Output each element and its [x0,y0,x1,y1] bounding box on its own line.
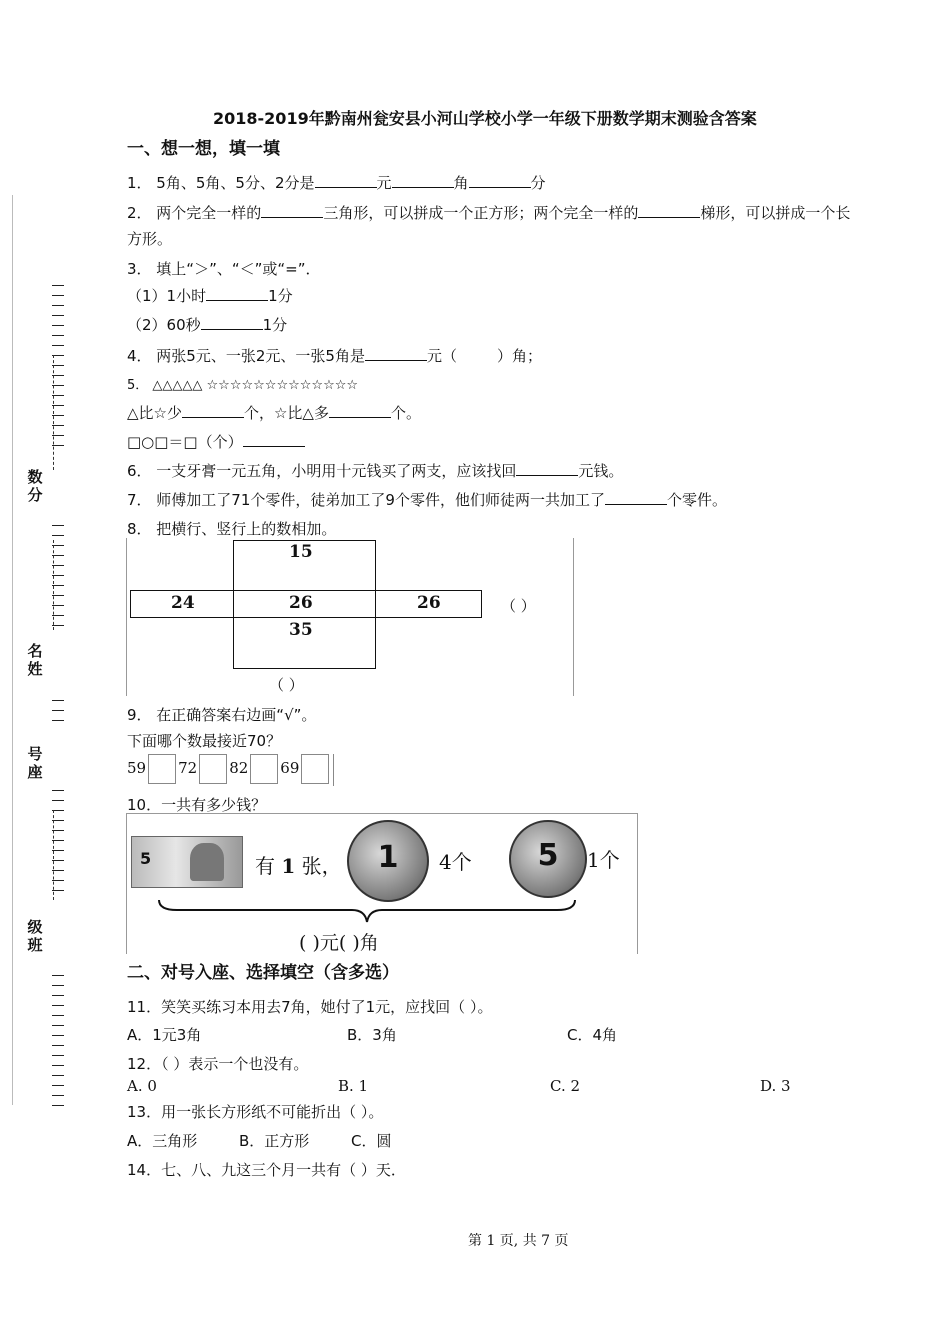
q10-figure [126,813,638,954]
q10-has-2: 1 [281,854,296,878]
brace-icon [157,896,577,926]
margin-label-score: 数分 [27,468,43,504]
q11-option-a[interactable]: A．1元3角 [127,1026,202,1044]
q10-has-1: 有 [255,854,275,878]
question-6 [127,460,623,481]
q10-count-1: 4个 [439,850,472,874]
q8-answer-bottom[interactable]: （ ） [269,676,304,694]
binding-line [12,195,13,1105]
q1-unit-yuan: 元 [376,174,392,192]
q1-text: 1． 5角、5角、5分、2分是 [127,174,315,192]
q2-blank-2[interactable] [638,203,700,218]
question-4 [127,345,542,366]
section-1-heading: 一、想一想，填一填 [127,139,280,159]
q3-l1-right: 1分 [268,287,293,305]
five-jiao-coin-image [509,820,587,898]
q13-option-b[interactable]: B．正方形 [239,1132,310,1150]
q1-unit-fen: 分 [530,174,546,192]
document-title: 2018-2019年黔南州瓮安县小河山学校小学一年级下册数学期末测验含答案 [213,109,757,128]
q8-divider-left [233,590,234,617]
portrait-icon [190,843,224,881]
question-5-line2 [127,431,305,452]
q5-blank-1[interactable] [182,403,244,418]
question-10-text: 10．一共有多少钱？ [127,796,267,814]
q8-divider-right [375,590,376,617]
question-3-line2 [127,314,287,335]
q2-blank-1[interactable] [261,203,323,218]
margin-label-name: 名姓 [27,642,43,678]
q4-blank-1[interactable] [365,346,427,361]
q6-blank[interactable] [516,461,578,476]
q5-l1-c: 个。 [390,404,421,422]
q12-option-b[interactable]: B. 1 [338,1077,369,1095]
question-1 [127,172,546,193]
q1-unit-jiao: 角 [453,174,469,192]
q9-box-82[interactable] [250,754,278,784]
coin1-value: 1 [377,840,399,875]
banknote-value: 5 [140,849,152,868]
q6-text-a: 6． 一支牙膏一元五角，小明用十元钱买了两支，应该找回 [127,462,517,480]
q4-text-b: 元（ [426,347,457,365]
q10-answer[interactable]: ( )元( )角 [299,932,379,954]
margin-ticks-3 [52,700,64,730]
q5-blank-3[interactable] [243,432,305,447]
q12-option-d[interactable]: D. 3 [760,1077,791,1095]
margin-label-seat: 号座 [27,745,43,781]
q9-box-59[interactable] [148,754,176,784]
question-8-text: 8． 把横行、竖行上的数相加。 [127,520,337,538]
q6-text-b: 元钱。 [578,462,624,480]
q9-option-72: 72 [178,759,198,777]
question-5-head: 5． △△△△△ ☆☆☆☆☆☆☆☆☆☆☆☆☆ [127,378,359,393]
question-11-text: 11．笑笑买练习本用去7角，她付了1元，应找回（ ）。 [127,998,493,1016]
question-9-options [127,754,334,786]
q13-option-c[interactable]: C．圆 [351,1132,392,1150]
q8-number-right: 26 [417,593,441,613]
question-3-head: 3． 填上“＞”、“＜”或“=”． [127,260,321,278]
q8-number-bottom: 35 [289,620,313,640]
q2-text-b: 三角形，可以拼成一个正方形；两个完全一样的 [323,204,639,222]
q10-count-2: 1个 [587,848,620,872]
q12-option-c[interactable]: C. 2 [550,1077,581,1095]
question-3-line1 [127,285,293,306]
q9-box-72[interactable] [199,754,227,784]
q1-blank-2[interactable] [392,173,454,188]
q3-blank-2[interactable] [201,315,263,330]
question-2-line2: 方形。 [127,230,173,248]
question-9-text: 9． 在正确答案右边画“√”。 [127,706,317,724]
section-2-heading: 二、对号入座、选择填空（含多选） [127,963,399,983]
q5-blank-2[interactable] [329,403,391,418]
q8-number-center: 26 [289,593,313,613]
q8-answer-right[interactable]: （ ） [501,597,536,615]
page-footer: 第 1 页, 共 7 页 [468,1233,569,1249]
q7-text-a: 7． 师傅加工了71个零件，徒弟加工了9个零件，他们师徒两一共加工了 [127,491,605,509]
q8-number-left: 24 [171,593,195,613]
q4-text-a: 4． 两张5元、一张2元、一张5角是 [127,347,365,365]
q9-option-59: 59 [127,759,147,777]
margin-ticks-5 [52,975,64,1110]
q7-blank[interactable] [605,490,667,505]
q5-l1-b: 个，☆比△多 [243,404,329,422]
q1-blank-3[interactable] [469,173,531,188]
one-jiao-coin-image [347,820,429,902]
q4-text-c: ）角； [496,347,542,365]
q7-text-b: 个零件。 [666,491,727,509]
q12-option-a[interactable]: A. 0 [127,1077,157,1095]
question-5-line1 [127,402,421,423]
q10-has-label [255,850,342,879]
q2-text-c: 梯形，可以拼成一个长 [700,204,851,222]
q8-figure [126,538,574,696]
margin-label-class: 级班 [27,918,43,954]
margin-dash-3 [53,810,64,900]
q9-option-82: 82 [229,759,249,777]
q3-l2-right: 1分 [262,316,288,334]
q9-box-69[interactable] [301,754,329,784]
q5-l1-a: △比☆少 [127,404,182,422]
question-14-text: 14．七、八、九这三个月一共有（ ）天． [127,1161,406,1179]
q11-option-b[interactable]: B．3角 [347,1026,397,1044]
q2-text-a: 2． 两个完全一样的 [127,204,262,222]
question-7 [127,489,727,510]
q13-option-a[interactable]: A．三角形 [127,1132,198,1150]
five-yuan-banknote-image [131,836,243,888]
q3-l1-left: （1）1小时 [127,287,207,305]
q5-l2-text: □○□＝□（个） [127,433,243,451]
q3-l2-left: （2）60秒 [127,316,201,334]
question-13-text: 13．用一张长方形纸不可能折出（ ）。 [127,1103,384,1121]
q10-has-3: 张， [301,854,342,878]
question-9-sub: 下面哪个数最接近70？ [127,732,282,750]
question-2-line1 [127,202,850,223]
q9-option-69: 69 [280,759,300,777]
question-12-text: 12．（ ）表示一个也没有。 [127,1055,309,1073]
margin-dash-2 [53,540,64,630]
margin-dash-1 [53,355,64,470]
q3-blank-1[interactable] [206,286,268,301]
q1-blank-1[interactable] [315,173,377,188]
coin2-value: 5 [537,838,559,873]
q8-number-top: 15 [289,542,313,562]
q11-option-c[interactable]: C．4角 [567,1026,618,1044]
